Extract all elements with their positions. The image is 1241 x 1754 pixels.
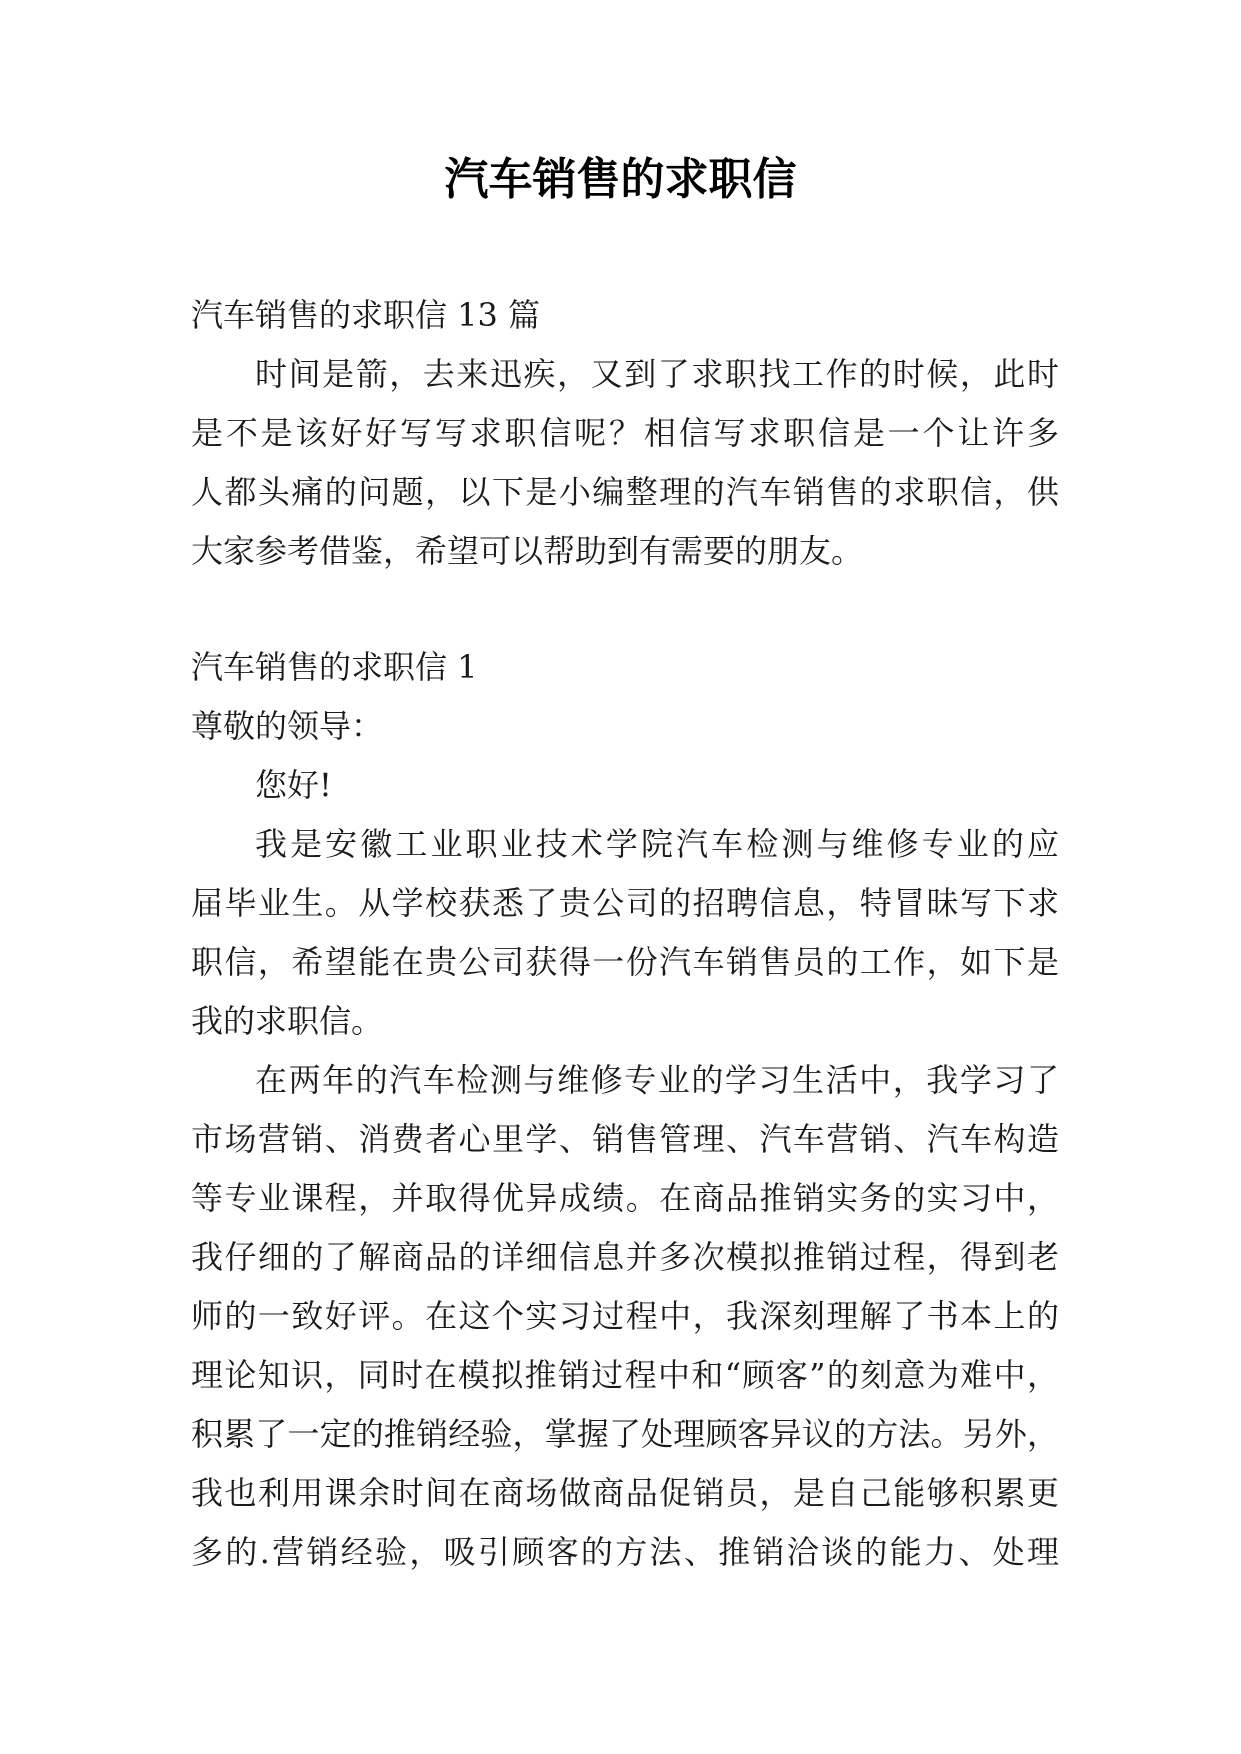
paragraph-line: 市场营销、消费者心里学、销售管理、汽车营销、汽车构造 (191, 1120, 1059, 1158)
document-body (191, 286, 1059, 1582)
paragraph-line: 职信，希望能在贵公司获得一份汽车销售员的工作，如下是 (191, 943, 1059, 981)
document-title: 汽车销售的求职信 (444, 154, 797, 205)
paragraph-line: 等专业课程，并取得优异成绩。在商品推销实务的实习中， (191, 1179, 1059, 1217)
intro-line: 是不是该好好写写求职信呢？相信写求职信是一个让许多 (191, 414, 1059, 452)
letter-paragraph-1 (191, 815, 1059, 1051)
paragraph-line: 师的一致好评。在这个实习过程中，我深刻理解了书本上的 (191, 1297, 1059, 1335)
intro-line: 时间是箭，去来迅疾，又到了求职找工作的时候，此时 (255, 355, 1059, 393)
intro-paragraph (191, 345, 1059, 581)
letter-greeting: 您好! (255, 766, 332, 804)
paragraph-line: 多的.营销经验，吸引顾客的方法、推销洽谈的能力、处理 (191, 1533, 1059, 1571)
letter-paragraph-2 (191, 1051, 1059, 1582)
intro-line: 人都头痛的问题，以下是小编整理的汽车销售的求职信，供 (191, 473, 1059, 511)
paragraph-line: 届毕业生。从学校获悉了贵公司的招聘信息，特冒昧写下求 (191, 884, 1059, 922)
paragraph-line: 我也利用课余时间在商场做商品促销员，是自己能够积累更 (191, 1474, 1059, 1512)
paragraph-line: 理论知识，同时在模拟推销过程中和“顾客”的刻意为难中， (191, 1356, 1059, 1394)
intro-line: 大家参考借鉴，希望可以帮助到有需要的朋友。 (191, 532, 864, 570)
letter-salutation: 尊敬的领导： (191, 707, 384, 745)
paragraph-line: 在两年的汽车检测与维修专业的学习生活中，我学习了 (255, 1061, 1059, 1099)
document-subtitle: 汽车销售的求职信 13 篇 (191, 296, 541, 334)
paragraph-line: 我仔细的了解商品的详细信息并多次模拟推销过程，得到老 (191, 1238, 1059, 1276)
paragraph-line: 我是安徽工业职业技术学院汽车检测与维修专业的应 (255, 825, 1059, 863)
letter-heading: 汽车销售的求职信 1 (191, 648, 478, 686)
paragraph-line: 积累了一定的推销经验，掌握了处理顾客异议的方法。另外， (191, 1415, 1059, 1453)
paragraph-line: 我的求职信。 (191, 1002, 384, 1040)
